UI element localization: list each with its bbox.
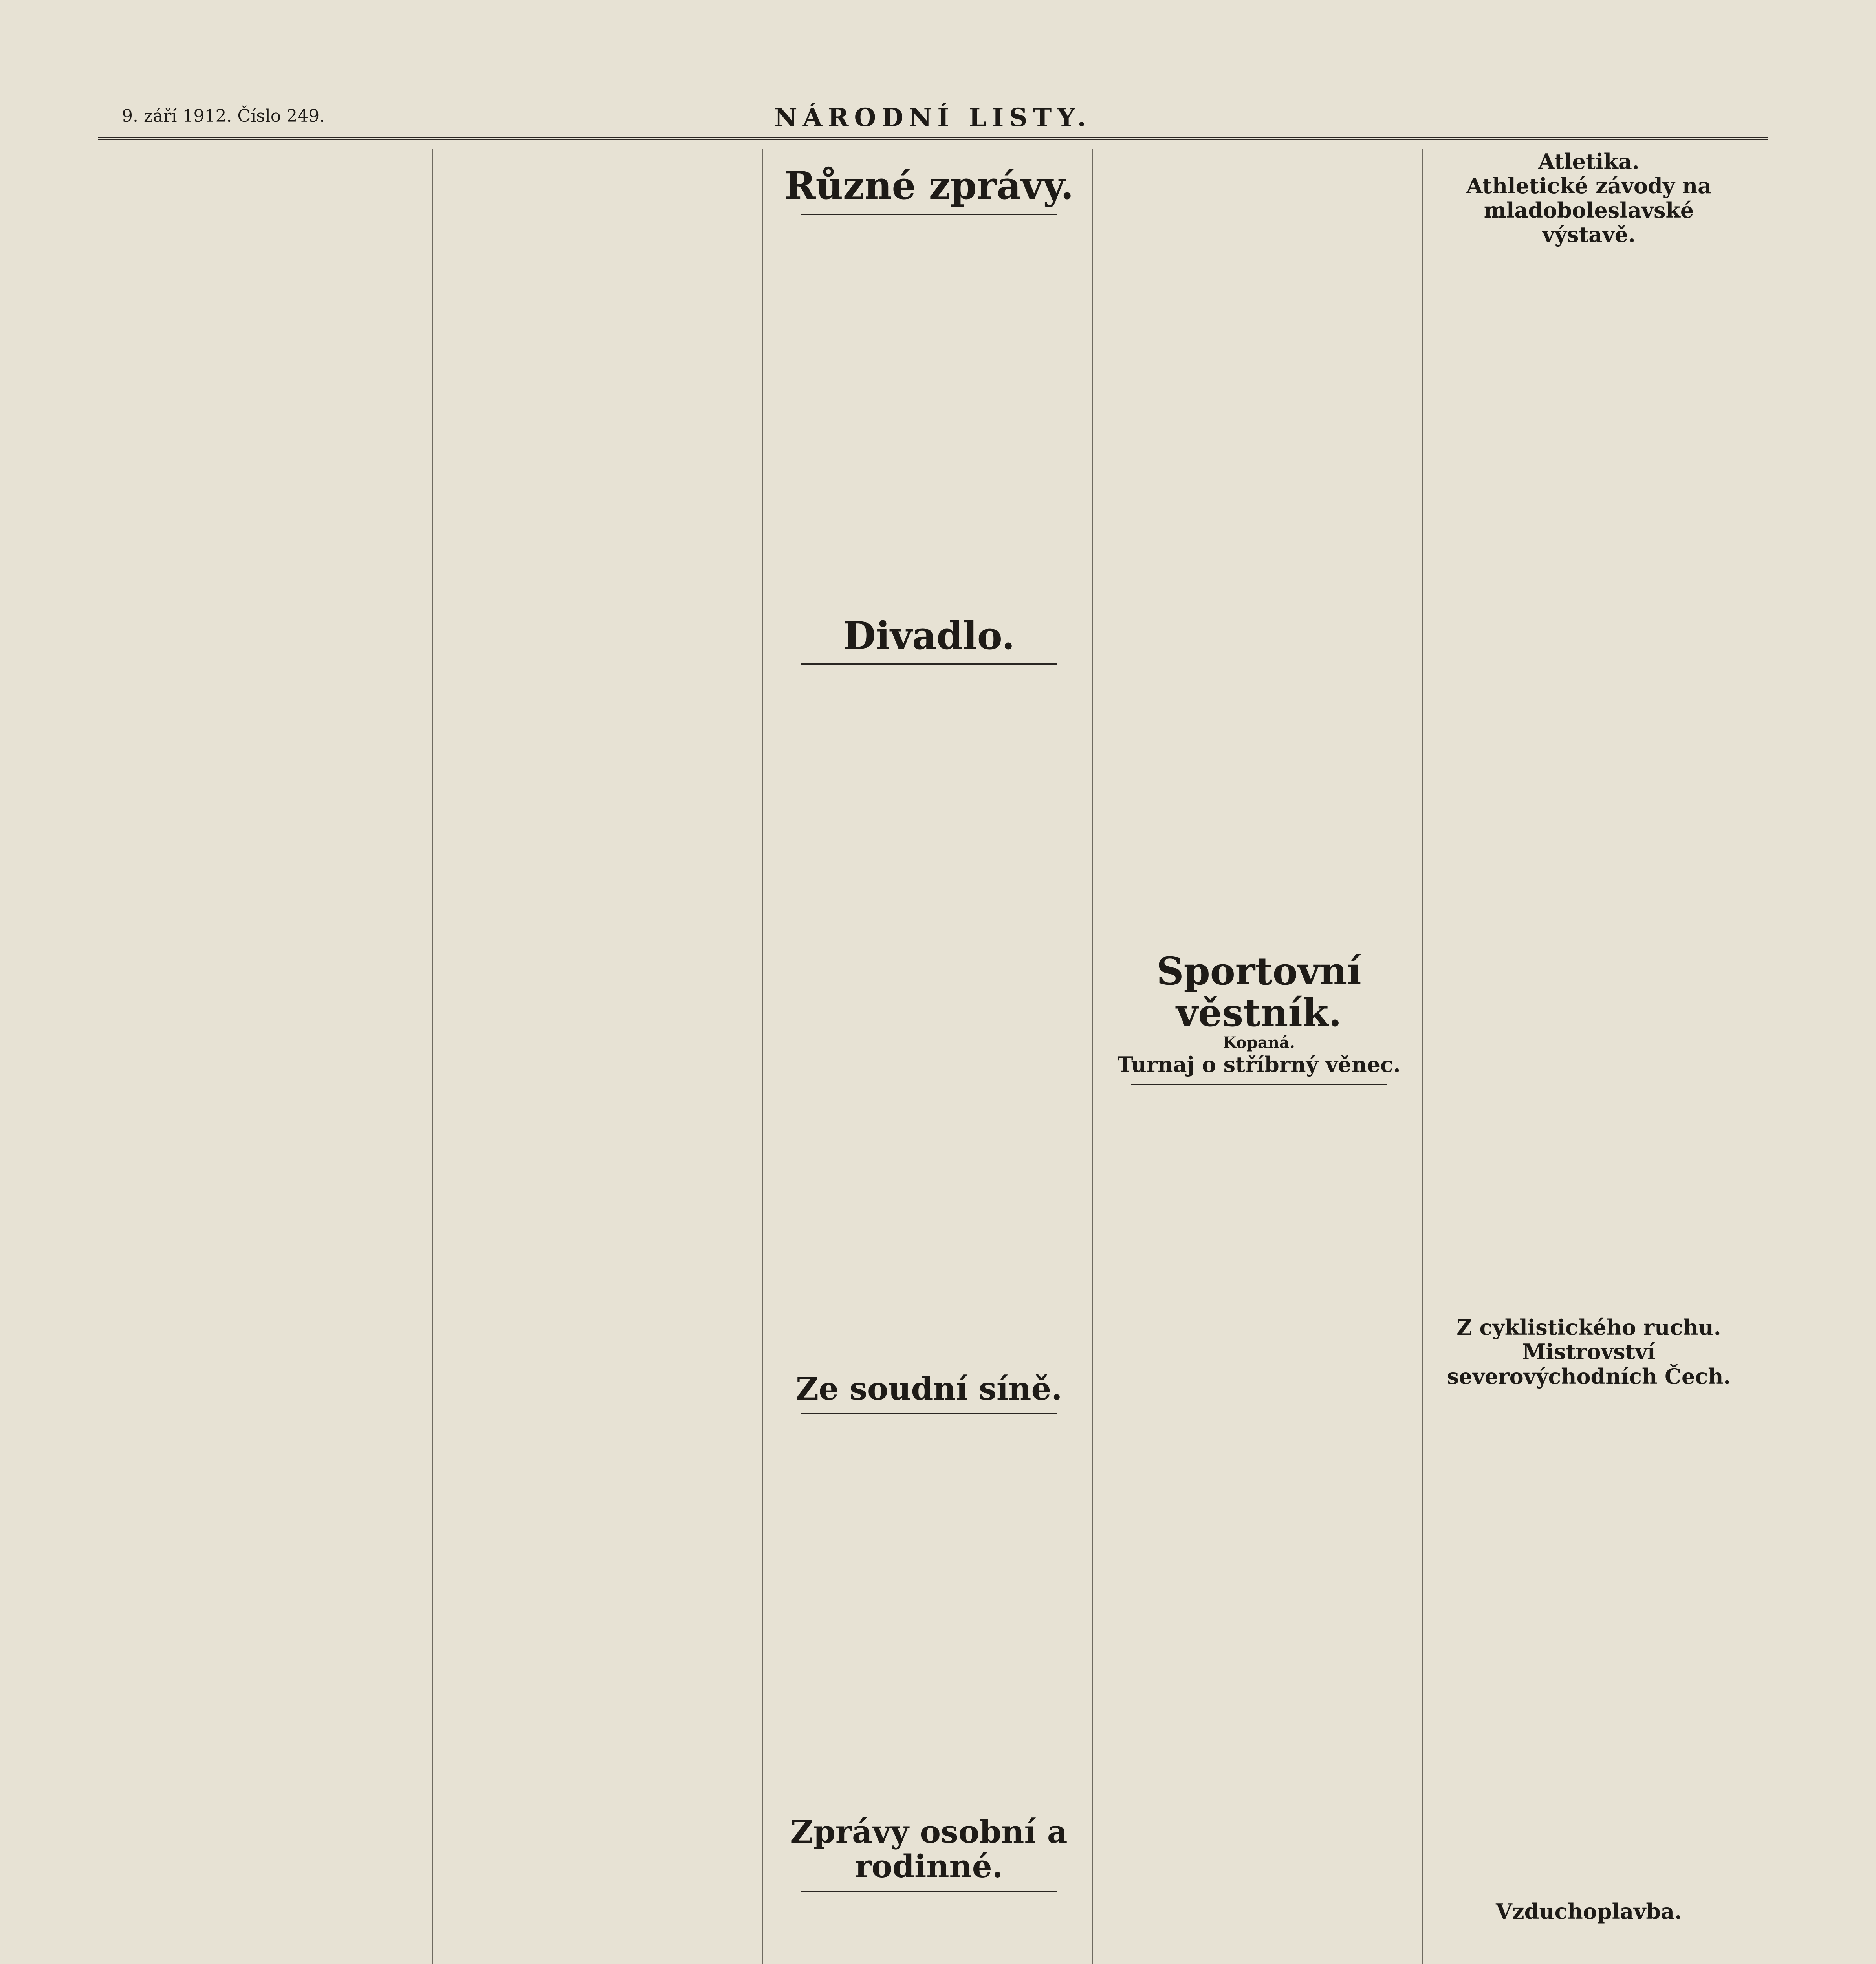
article-heading: Mistrovství severovýchodních Čech. [1447,1339,1731,1389]
divider [801,214,1057,215]
section-heading: Zprávy osobní a rodinné. [790,1813,1068,1885]
column-rule [1092,149,1093,1964]
section-heading: Sportovní věstník. [1156,949,1361,1035]
subsection-heading: Kopaná. [1223,1033,1295,1052]
column-rule [432,149,433,1964]
column-2 [448,149,750,1964]
section-heading: Vzduchoplavba. [1496,1898,1682,1924]
newspaper-title: NÁRODNÍ LISTY. [774,103,1092,132]
section-heading: Atletika. [1538,149,1640,174]
section-heading: Ze soudní síně. [795,1370,1063,1407]
column-rule [1422,149,1423,1964]
column-1 [118,149,420,1964]
article-heading: Turnaj o stříbrný věnec. [1117,1052,1401,1077]
divider [801,1413,1057,1414]
section-heading: Divadlo. [843,613,1015,658]
section-heading: Z cyklistického ruchu. [1456,1315,1721,1340]
column-3 [778,149,1080,1964]
section-heading: Různé zprávy. [784,163,1074,208]
column-5 [1438,149,1740,1964]
column-rule [762,149,763,1964]
column-4 [1108,149,1410,1964]
masthead [98,103,1768,137]
divider [801,1891,1057,1892]
divider [1131,1084,1387,1085]
divider [801,663,1057,665]
issue-date: 9. září 1912. Číslo 249. [122,106,325,126]
article-heading: Athletické závody na mladoboleslavské výstavě. [1466,173,1712,247]
masthead-rule [98,137,1768,140]
